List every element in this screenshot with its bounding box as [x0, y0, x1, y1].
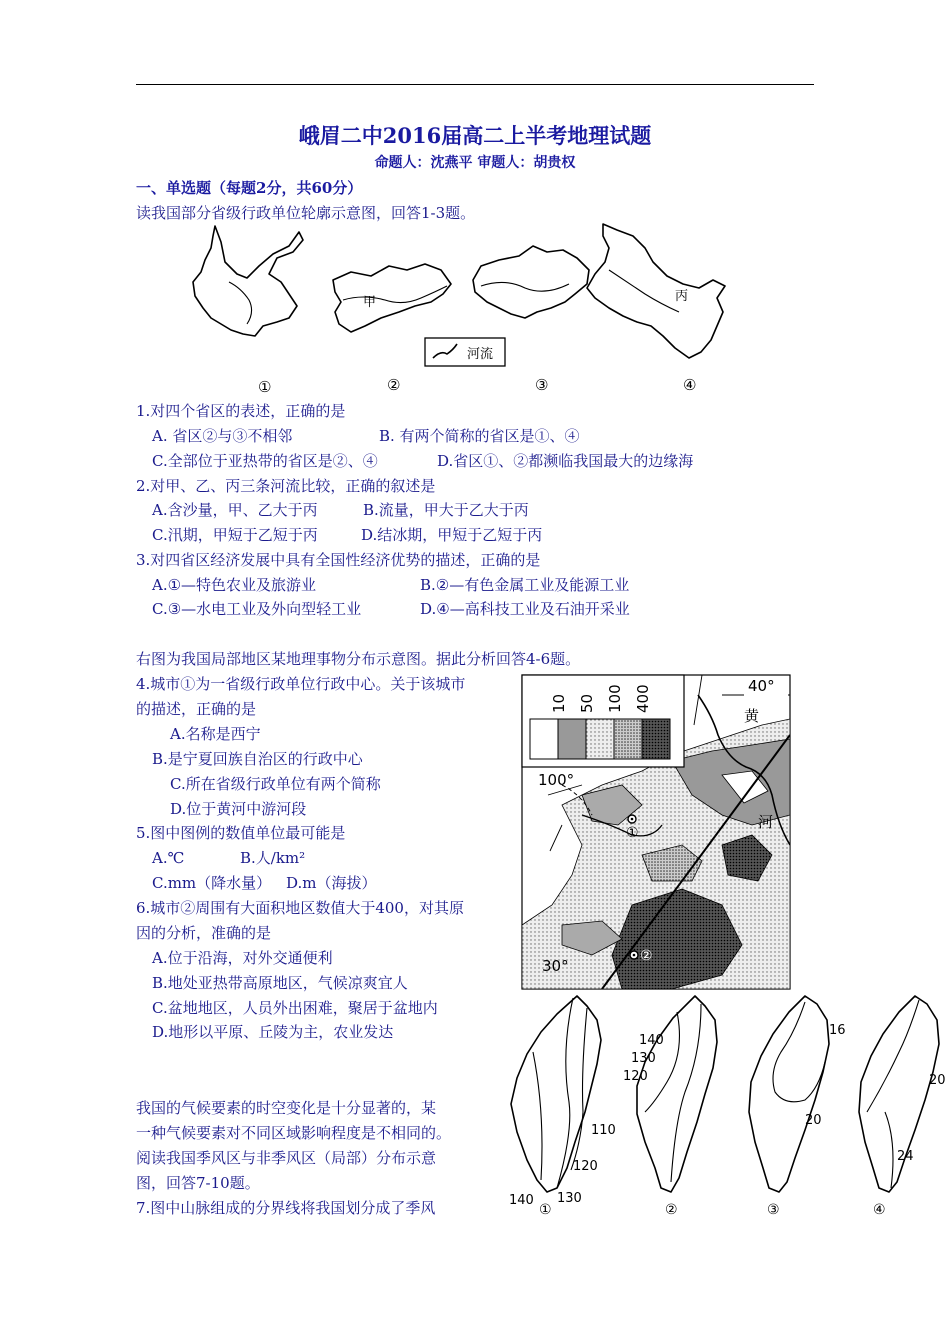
legend-swatch-5: [642, 719, 670, 759]
q5-stem: 5.图中图例的数值单位最可能是: [136, 824, 346, 842]
map3-value-16: 16: [829, 1023, 846, 1038]
map4-label: ④: [873, 1202, 886, 1218]
map3-value-20: 20: [805, 1113, 822, 1128]
province-1-number: ①: [258, 378, 272, 396]
map1-value-130: 130: [557, 1191, 582, 1206]
distribution-map-figure: [522, 675, 790, 989]
legend-swatch-3: [586, 719, 614, 759]
intro-q7-10-line3: 阅读我国季风区与非季风区（局部）分布示意: [136, 1149, 437, 1167]
q6-option-c: C.盆地地区，人员外出困难，聚居于盆地内: [152, 999, 438, 1017]
city-1-label: ①: [626, 825, 639, 841]
map1-value-110: 110: [591, 1123, 616, 1138]
map2-value-130: 130: [631, 1051, 656, 1066]
q3-option-b: B.②—有色金属工业及能源工业: [420, 576, 630, 594]
q5-option-d: D.m（海拔）: [286, 874, 377, 892]
map3-label: ③: [767, 1202, 780, 1218]
q4-stem-line2: 的描述，正确的是: [136, 700, 257, 718]
top-rule: [136, 84, 814, 85]
q3-option-d: D.④—高科技工业及石油开采业: [420, 600, 630, 618]
river-jia-label: 甲: [363, 295, 377, 310]
q1-stem: 1.对四个省区的表述，正确的是: [136, 402, 346, 420]
q6-option-a: A.位于沿海，对外交通便利: [152, 949, 333, 967]
legend-value-400: 400: [634, 684, 652, 713]
map1-value-140: 140: [509, 1193, 534, 1208]
q2-option-a: A.含沙量，甲、乙大于丙: [152, 501, 318, 519]
map1-label: ①: [539, 1202, 552, 1218]
q3-option-c: C.③—水电工业及外向型轻工业: [152, 600, 362, 618]
q6-stem-line2: 因的分析，准确的是: [136, 924, 272, 942]
q3-option-a: A.①—特色农业及旅游业: [152, 576, 317, 594]
isoline-map-3-outline: [749, 996, 829, 1192]
latitude-30-label: 30°: [542, 957, 569, 975]
intro-q1-3: 读我国部分省级行政单位轮廓示意图，回答1-3题。: [136, 204, 476, 222]
q4-option-a: A.名称是西宁: [170, 725, 261, 743]
q1-option-c: C.全部位于亚热带的省区是②、④: [152, 452, 378, 470]
q4-stem-line1: 4.城市①为一省级行政单位行政中心。关于该城市: [136, 675, 466, 693]
city-2-label: ②: [640, 948, 653, 964]
intro-q7-10-line4: 图，回答7-10题。: [136, 1174, 260, 1192]
q5-option-b: B.人/km²: [240, 849, 306, 867]
q3-stem: 3.对四省区经济发展中具有全国性经济优势的描述，正确的是: [136, 551, 541, 569]
legend-value-50: 50: [578, 693, 596, 713]
province-3-outline: [473, 246, 589, 318]
q1-option-d: D.省区①、②都濒临我国最大的边缘海: [437, 452, 694, 470]
q5-option-c: C.mm（降水量）: [152, 874, 272, 892]
q5-option-a: A.℃: [152, 849, 185, 867]
province-3-number: ③: [535, 376, 549, 394]
map4-value-20: 20: [929, 1073, 946, 1088]
intro-q7-10-line2: 一种气候要素对不同区域影响程度是不相同的。: [136, 1124, 452, 1142]
river-bing-label: 丙: [675, 289, 689, 304]
q6-option-d: D.地形以平原、丘陵为主，农业发达: [152, 1023, 394, 1041]
isoline-map-2-outline: [637, 996, 717, 1192]
section-heading: 一、单选题（每题2分，共60分）: [136, 179, 363, 197]
map2-value-140: 140: [639, 1033, 664, 1048]
q4-option-c: C.所在省级行政单位有两个简称: [170, 775, 381, 793]
q2-option-b: B.流量，甲大于乙大于丙: [363, 501, 529, 519]
province-1-outline: [193, 226, 303, 336]
river-he-label: 河: [758, 813, 774, 831]
q2-option-c: C.汛期，甲短于乙短于丙: [152, 526, 318, 544]
river-legend-label: 河流: [467, 347, 494, 362]
q7-stem: 7.图中山脉组成的分界线将我国划分成了季风: [136, 1199, 436, 1217]
map4-value-24: 24: [897, 1149, 914, 1164]
q1-option-a: A. 省区②与③不相邻: [152, 427, 293, 445]
q6-option-b: B.地处亚热带高原地区，气候凉爽宜人: [152, 974, 408, 992]
longitude-100-label: 100°: [538, 771, 575, 789]
legend-swatch-1: [530, 719, 558, 759]
legend-value-100: 100: [606, 684, 624, 713]
legend-swatch-4: [614, 719, 642, 759]
q1-option-b: B. 有两个简称的省区是①、④: [379, 427, 580, 445]
river-huang-label: 黄: [744, 707, 760, 725]
legend-value-10: 10: [550, 693, 568, 713]
intro-q4-6: 右图为我国局部地区某地理事物分布示意图。据此分析回答4-6题。: [136, 650, 581, 668]
latitude-40-label: 40°: [748, 677, 775, 695]
authors-line: 命题人：沈燕平 审题人：胡贵权: [374, 155, 576, 171]
isoline-maps-figure: [505, 992, 946, 1218]
q4-option-d: D.位于黄河中游河段: [170, 800, 307, 818]
q2-stem: 2.对甲、乙、丙三条河流比较，正确的叙述是: [136, 477, 436, 495]
province-outlines-figure: [185, 222, 755, 397]
province-2-number: ②: [387, 376, 401, 394]
q2-option-d: D.结冰期，甲短于乙短于丙: [361, 526, 543, 544]
intro-q7-10-line1: 我国的气候要素的时空变化是十分显著的，某: [136, 1099, 437, 1117]
q6-stem-line1: 6.城市②周围有大面积地区数值大于400，对其原: [136, 899, 464, 917]
q4-option-b: B.是宁夏回族自治区的行政中心: [152, 750, 363, 768]
page-title: 峨眉二中2016届高二上半考地理试题: [298, 123, 652, 148]
map2-label: ②: [665, 1202, 678, 1218]
province-4-number: ④: [683, 376, 697, 394]
province-4-outline: [587, 224, 725, 358]
map1-value-120: 120: [573, 1159, 598, 1174]
map2-value-120: 120: [623, 1069, 648, 1084]
legend-swatch-2: [558, 719, 586, 759]
